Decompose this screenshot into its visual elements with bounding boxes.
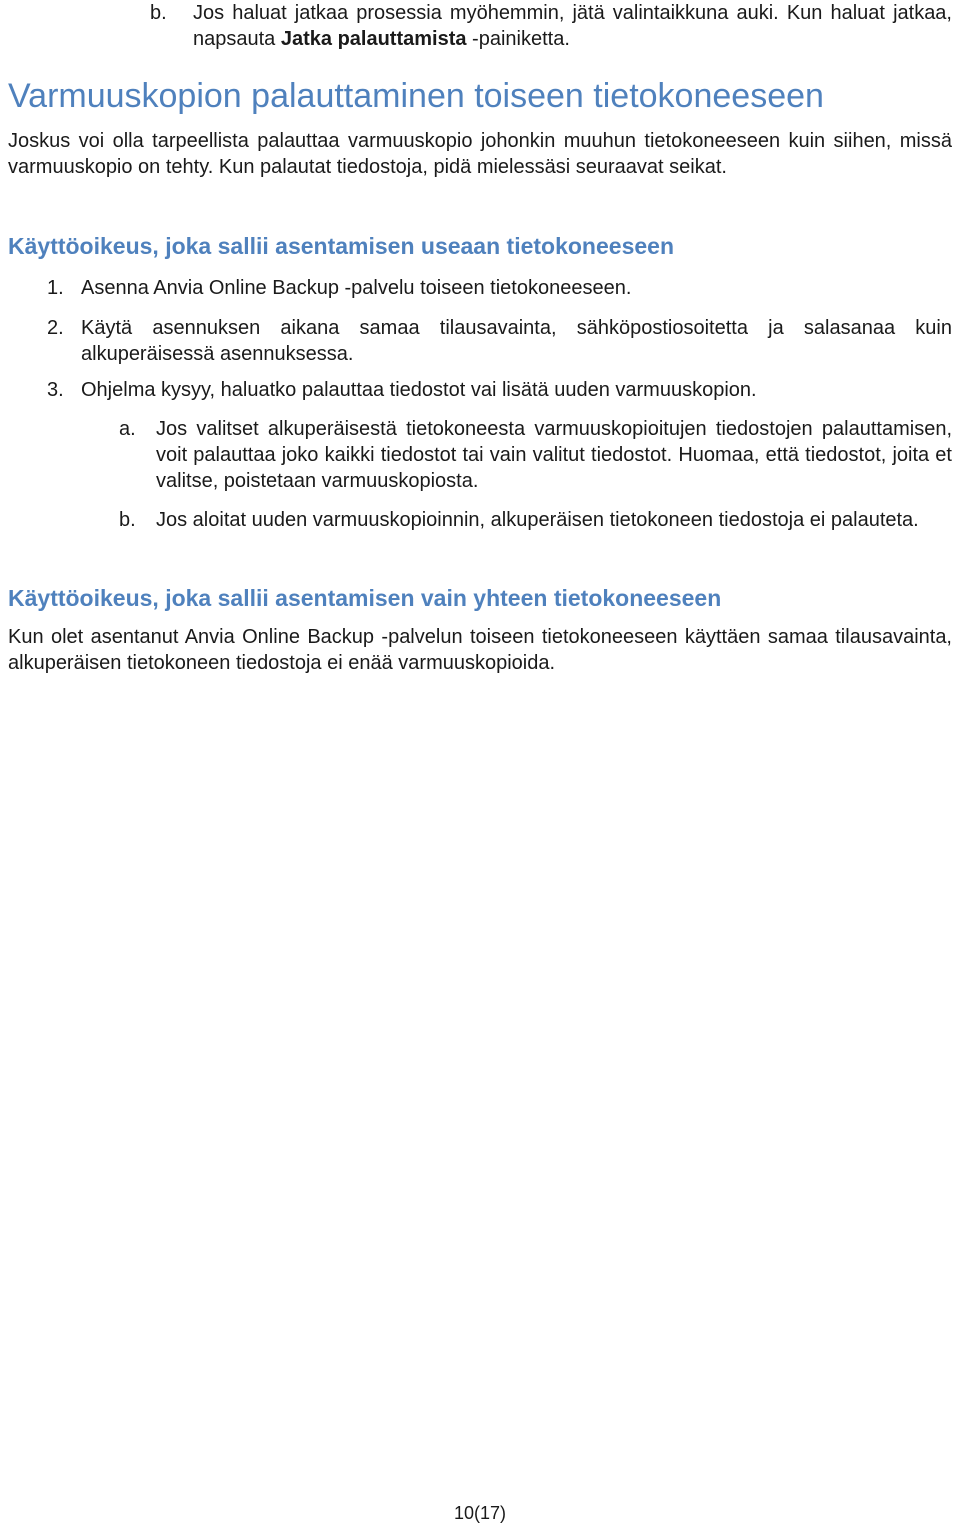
step-marker: 1. [47,277,64,299]
intro-paragraph: Joskus voi olla tarpeellista palauttaa varmuuskopio johonkin muuhun tietokoneeseen kuin siihen, missä varmuuskopio on tehty. Kun palautat tiedostoja, pidä mielessäsi seuraavat seikat. [8,130,952,178]
list-item-text-part: Jos haluat jatkaa prosessia myöhemmin, jätä valintaikkuna auki. Kun haluat jatkaa, napsauta [193,2,952,50]
step-text: Asenna Anvia Online Backup -palvelu toiseen tietokoneeseen. [81,277,632,299]
page-number: 10(17) [453,1503,507,1523]
step-text: Ohjelma kysyy, haluatko palauttaa tiedostot vai lisätä uuden varmuuskopion. [81,379,757,401]
sub-item-marker: b. [119,509,136,531]
section-title: Varmuuskopion palauttaminen toiseen tietokoneeseen [8,77,824,115]
sub-item-marker: a. [119,418,136,440]
sub-item-text: Jos aloitat uuden varmuuskopioinnin, alkuperäisen tietokoneen tiedostoja ei palauteta. [156,509,919,531]
step-marker: 2. [47,317,64,339]
subheading-multi: Käyttöoikeus, joka sallii asentamisen useaan tietokoneeseen [8,233,674,259]
step-marker: 3. [47,379,64,401]
button-name-bold: Jatka palauttamista [280,28,467,50]
list-item-text-part: -painiketta. [466,28,570,50]
single-paragraph: Kun olet asentanut Anvia Online Backup -palvelun toiseen tietokoneeseen käyttäen samaa tilausavainta, alkuperäisen tietokoneen tiedostoja ei enää varmuuskopioida. [8,626,952,674]
sub-item-text: Jos valitset alkuperäisestä tietokoneesta varmuuskopioitujen tiedostojen palauttamisen, voit palauttaa joko kaikki tiedostot tai vain valitut tiedostot. Huomaa, että tiedostot, joita et valitse, poistetaan varmuuskopiosta. [156,418,952,492]
subheading-single: Käyttöoikeus, joka sallii asentamisen vain yhteen tietokoneeseen [8,585,722,611]
list-marker: b. [150,2,167,24]
step-text: Käytä asennuksen aikana samaa tilausavainta, sähköpostiosoitetta ja salasanaa kuin alkuperäisessä asennuksessa. [81,317,952,365]
list-item-text [193,0,952,52]
